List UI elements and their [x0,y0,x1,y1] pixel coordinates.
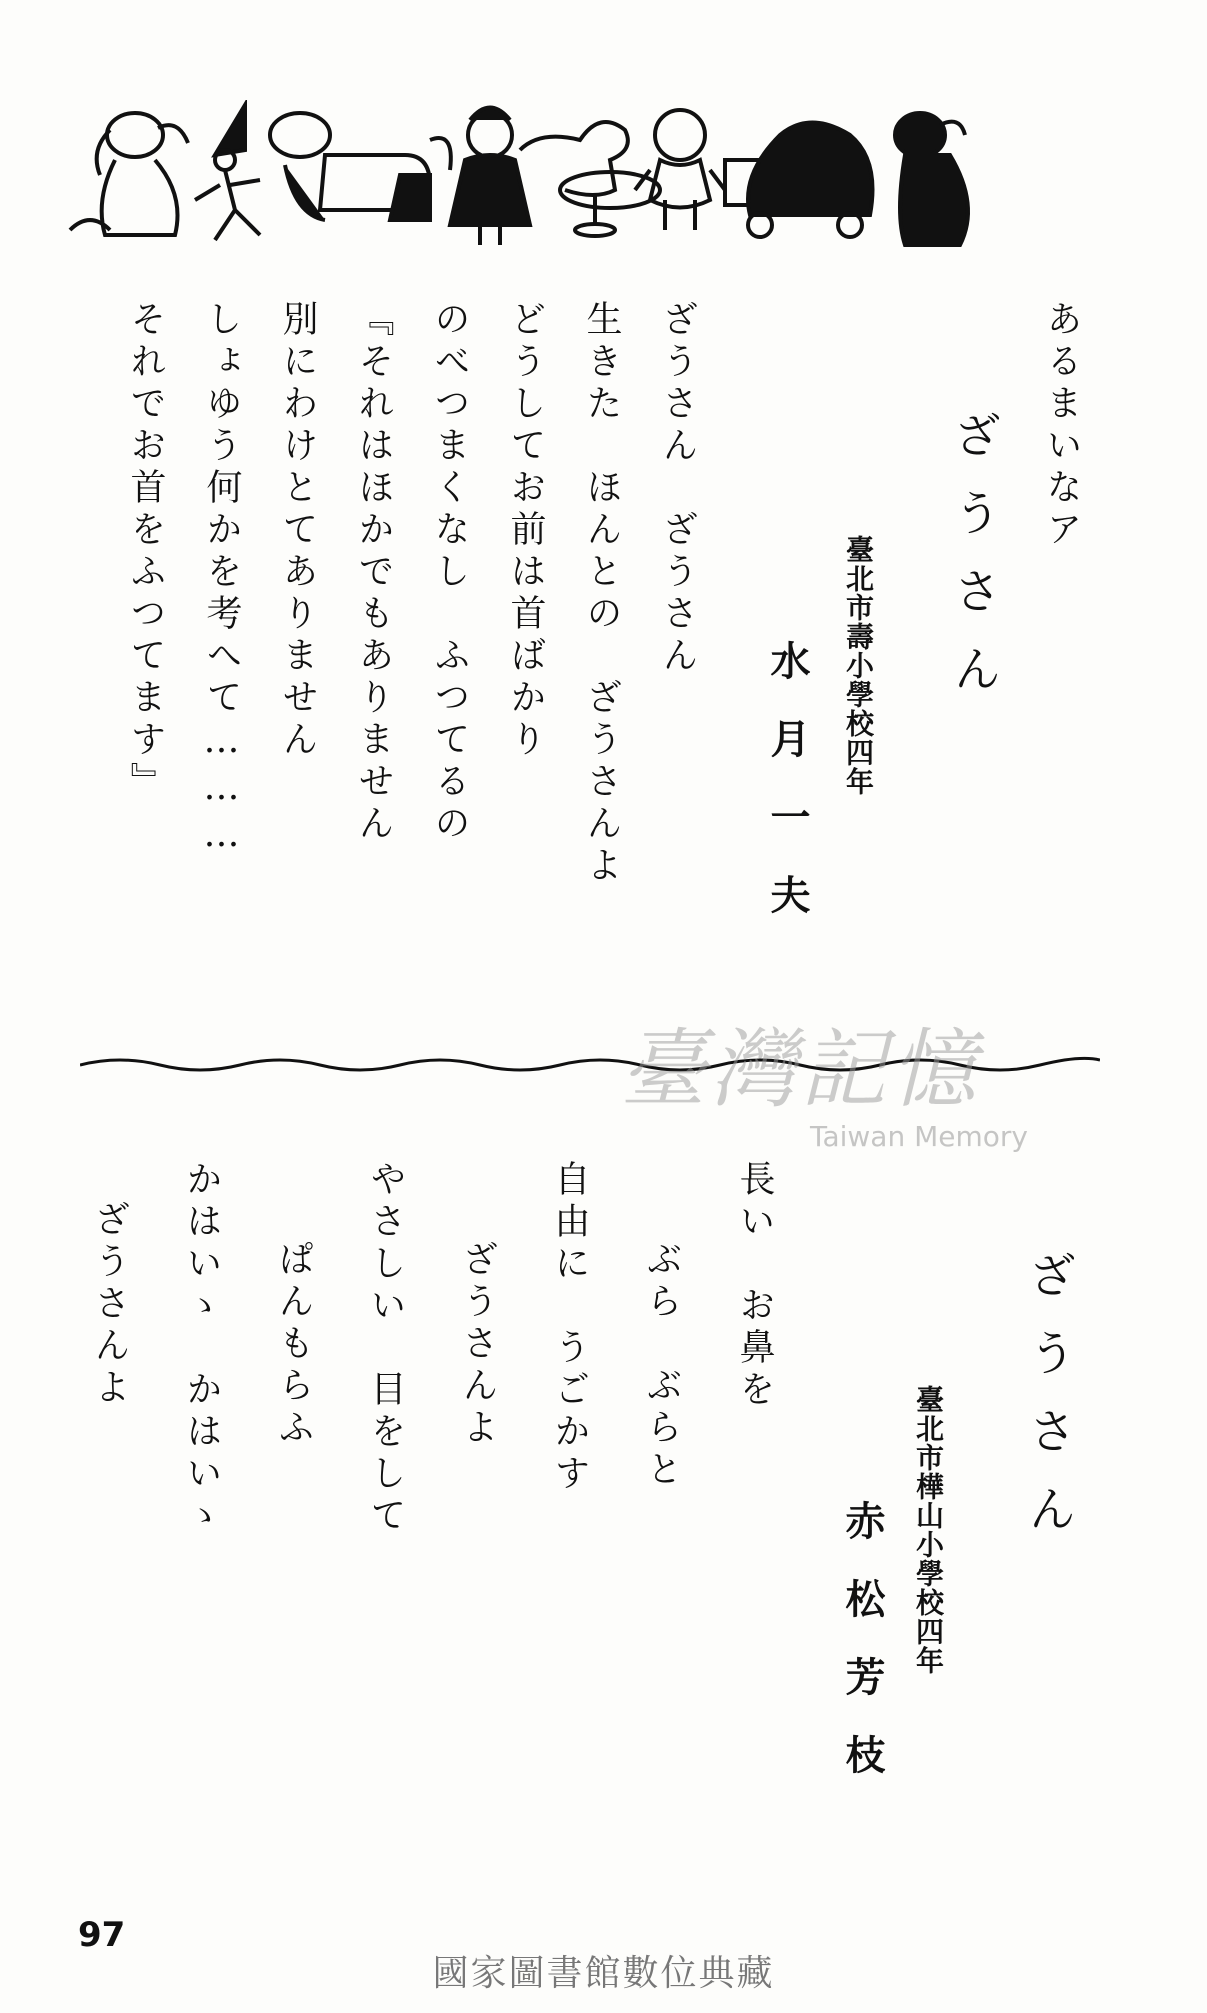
poem2-line-2: ぶら ぶらと [641,1240,682,1492]
poem1-line-9: それでお首をふつてます』 [125,300,166,804]
poem2-line-5: やさしい 目をして [365,1160,406,1538]
poem1-line-8: しょゆう何かを考へて……… [201,300,242,861]
poem1-line-3: 生きた ほんとの ざうさんよ [581,300,622,888]
poem2-line-1: 長い お鼻を [734,1160,775,1412]
poem2-line-6: ぱんもらふ [273,1240,314,1450]
poem1-title: ざうさん [945,410,1001,722]
puppet-icon [195,105,260,240]
poem1-school: 臺北市壽小學校四年 [842,535,875,796]
poem2-line-3: 自由に うごかす [549,1160,590,1496]
poem2-school: 臺北市樺山小學校四年 [912,1385,945,1675]
poem1-line-2: ざうさん ざうさん [657,300,698,678]
poem1-line-5: のべつまくなし ふつてるの [429,300,470,846]
poem2-line-7: かはいゝ かはいゝ [181,1160,222,1538]
poem2-line-8: ざうさんよ [89,1200,130,1410]
poem1-line-6: 『それはほかでもありません [353,300,394,846]
watermark-sub: Taiwan Memory [810,1120,1028,1153]
footer-credit: 國家圖書館數位典藏 [432,1953,775,1994]
toy-car-icon [725,123,873,238]
section-divider [80,1040,1100,1080]
kewpie-doll-icon [635,110,725,230]
doll-icon [450,108,530,246]
duck-toy-icon [520,122,660,236]
taiwan-memory-watermark [620,1000,1040,1170]
poem1-line-1: あるまいなア [1041,300,1082,552]
toy-frieze-illustration [60,100,1120,250]
black-dog-icon [895,113,968,245]
dog-icon [70,113,188,235]
poem2-line-4: ざうさんよ [457,1240,498,1450]
watermark-main: 臺灣記憶 [620,1020,980,1120]
poem1-author: 水月一夫 [764,640,810,952]
poem2-title: ざうさん [1020,1250,1076,1562]
page-number: 97 [78,1915,126,1955]
poem2-author: 赤松芳枝 [839,1500,885,1812]
poem1-line-7: 別にわけとてありません [277,300,318,762]
poem1-line-4: どうしてお前は首ばかり [505,300,546,762]
toy-dog-icon [270,113,451,220]
